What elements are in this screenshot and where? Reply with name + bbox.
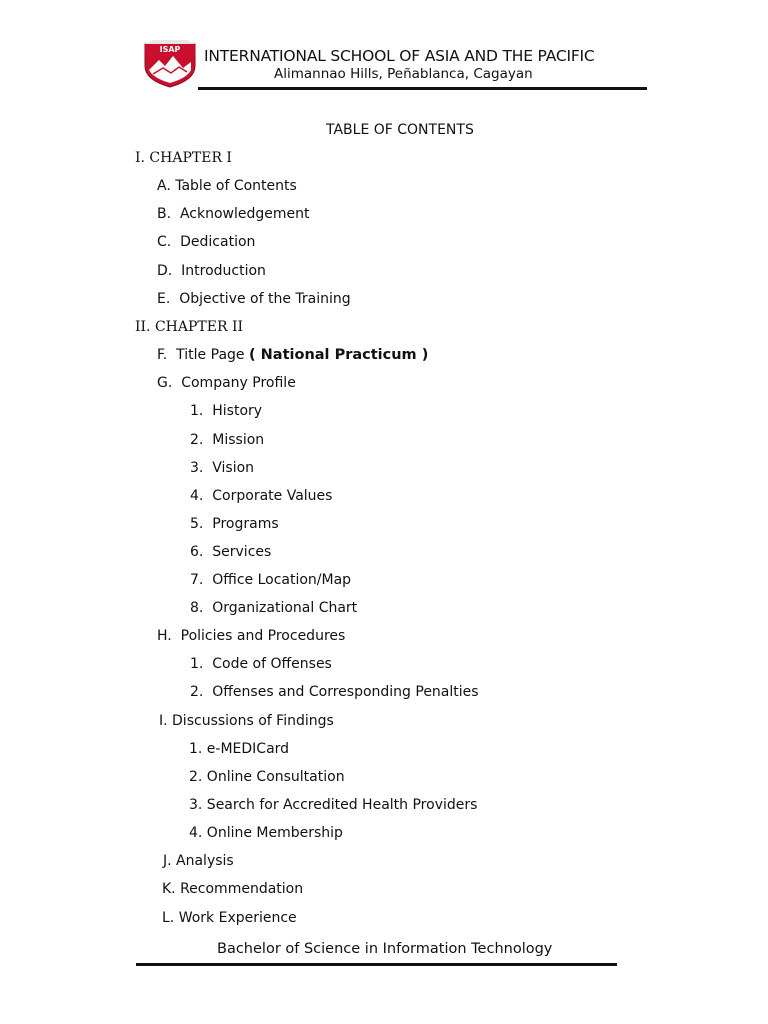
toc-subitem: 4. Online Membership xyxy=(189,825,343,841)
toc-item: C. Dedication xyxy=(157,234,256,250)
toc-subitem: 5. Programs xyxy=(190,516,279,532)
footer-divider xyxy=(136,963,617,966)
toc-subitem: 3. Vision xyxy=(190,460,255,476)
toc-subitem: 1. History xyxy=(190,403,263,419)
toc-item-title-page: F. Title Page ( National Practicum ) xyxy=(157,347,429,363)
school-logo xyxy=(141,40,199,88)
toc-subitem: 1. e-MEDICard xyxy=(189,741,290,757)
toc-item-analysis: J. Analysis xyxy=(163,853,234,869)
header-divider xyxy=(198,87,647,90)
toc-subitem: 8. Organizational Chart xyxy=(190,600,358,616)
toc-subitem: 2. Mission xyxy=(190,432,265,448)
toc-item: E. Objective of the Training xyxy=(157,291,351,307)
chapter-1-heading: I. CHAPTER I xyxy=(135,150,232,166)
toc-item-company-profile: G. Company Profile xyxy=(157,375,296,391)
school-address: Alimannao Hills, Peñablanca, Cagayan xyxy=(274,66,533,82)
toc-subitem: 2. Online Consultation xyxy=(189,769,345,785)
toc-subitem: 1. Code of Offenses xyxy=(190,656,332,672)
page-title: TABLE OF CONTENTS xyxy=(326,122,474,138)
title-page-note: ( National Practicum ) xyxy=(248,347,429,363)
toc-item-recommendation: K. Recommendation xyxy=(162,881,304,897)
toc-subitem: 2. Offenses and Corresponding Penalties xyxy=(190,684,479,700)
school-name: INTERNATIONAL SCHOOL OF ASIA AND THE PACIFIC xyxy=(204,47,595,65)
toc-subitem: 6. Services xyxy=(190,544,272,560)
toc-item: B. Acknowledgement xyxy=(157,206,310,222)
toc-item-policies: H. Policies and Procedures xyxy=(157,628,346,644)
toc-subitem: 3. Search for Accredited Health Providers xyxy=(189,797,478,813)
toc-item: D. Introduction xyxy=(157,263,266,279)
toc-item-discussions: I. Discussions of Findings xyxy=(159,713,334,729)
chapter-2-heading: II. CHAPTER II xyxy=(135,319,244,335)
footer-program: Bachelor of Science in Information Technology xyxy=(217,941,553,957)
logo-text: ISAP xyxy=(159,45,181,54)
toc-item: A. Table of Contents xyxy=(157,178,297,194)
toc-item-work-experience: L. Work Experience xyxy=(162,910,297,926)
toc-subitem: 7. Office Location/Map xyxy=(190,572,352,588)
toc-subitem: 4. Corporate Values xyxy=(190,488,333,504)
